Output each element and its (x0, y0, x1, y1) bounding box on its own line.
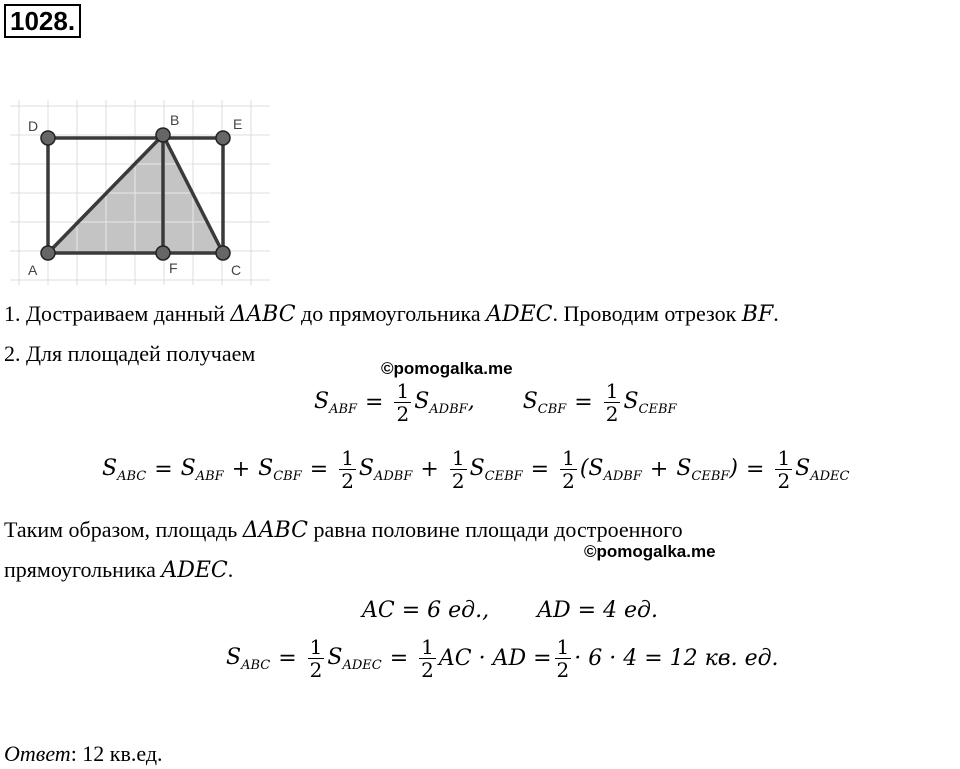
point-d (41, 131, 55, 145)
equation-3: $S_{ABC}$ = $\frac{1}{2}$ $S_{ADEC}$ = $\frac{1}{2}$ AC · AD = $\frac{1}{2}$ · 6 · 4 = 12 кв. ед. (226, 635, 779, 682)
conclusion-line-2: прямоугольника ADEC. (4, 557, 234, 583)
given-values: AC = 6 ед., AD = 4 ед. (362, 598, 658, 623)
step-2-text: 2. Для площадей получаем (4, 341, 256, 366)
point-c (216, 246, 230, 260)
point-e (216, 131, 230, 145)
label-c: C (231, 262, 242, 278)
equation-1: $S_{ABF}$ = $\frac{1}{2}$ $S_{ADBF}$, $S_{CBF}$ = $\frac{1}{2}$ $S_{CEBF}$ (314, 379, 677, 426)
label-e: E (233, 116, 243, 132)
point-f (156, 246, 170, 260)
problem-number: 1028. (4, 4, 81, 38)
label-f: F (169, 260, 178, 276)
conclusion-line-1: Таким образом, площадь ΔABC равна половине площади достроенного (4, 517, 683, 543)
label-d: D (28, 118, 39, 134)
label-b: B (170, 112, 180, 128)
watermark: ©pomogalka.me (584, 542, 716, 561)
label-a: A (28, 262, 38, 278)
watermark: ©pomogalka.me (381, 359, 513, 378)
point-a (41, 246, 55, 260)
point-b (156, 128, 170, 142)
answer: Ответ: 12 кв.ед. (4, 741, 163, 766)
geometry-figure (0, 100, 275, 285)
equation-2: $S_{ABC}$ = $S_{ABF}$ + $S_{CBF}$ = $\frac{1}{2}$ $S_{ADBF}$ + $\frac{1}{2}$ $S_{CEBF}$ = $\frac{1}{2}$ ($S_{ADBF}$ + $S_{CEBF}$) = $\frac{1}{2}$ $S_{ADEC}$ (102, 446, 850, 493)
step-1-text: 1. Достраиваем данный ΔABC до прямоугольника ADEC. Проводим отрезок BF. (4, 301, 779, 327)
